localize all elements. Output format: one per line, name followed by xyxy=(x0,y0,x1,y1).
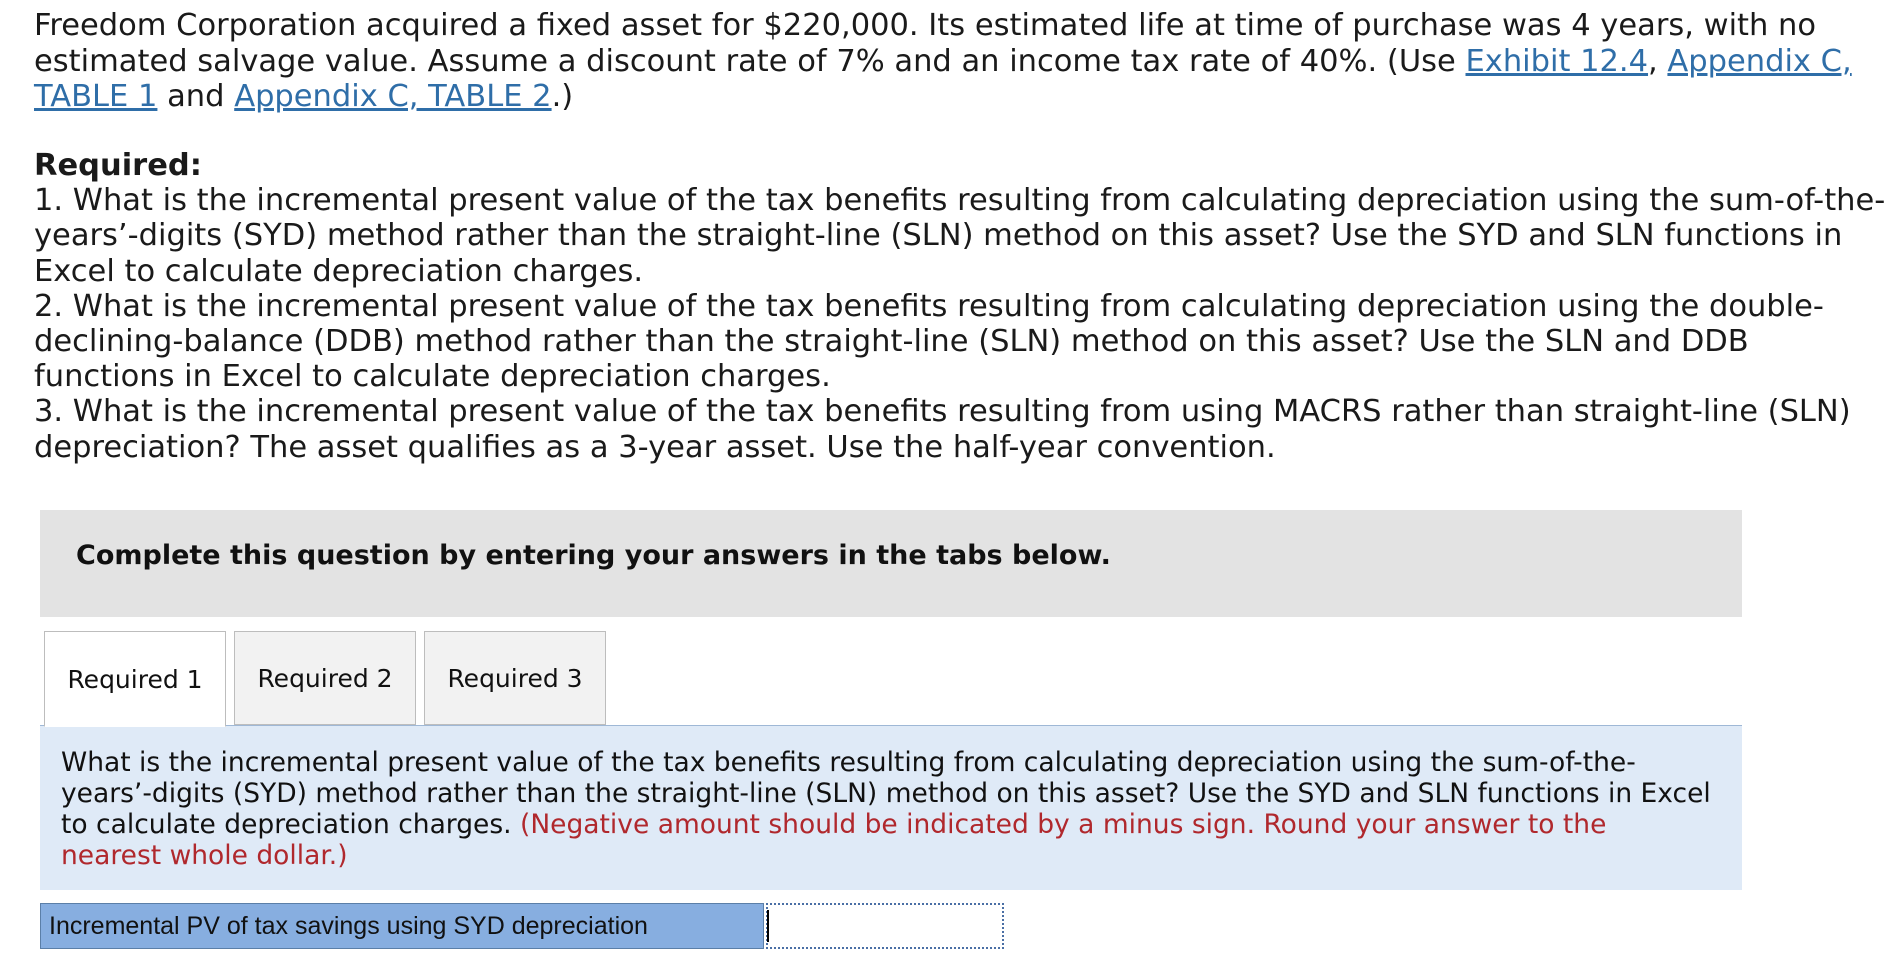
required-item-3: 3. What is the incremental present value of the tax benefits resulting from using MACRS rather than straight-line (SLN) depreciation? The asset qualifies as a 3-year asset. Use the half-year convention. xyxy=(34,394,1851,465)
instruction-banner xyxy=(40,510,1742,617)
intro-separator: and xyxy=(157,79,235,114)
question-body: What is the incremental present value of the tax benefits resulting from calculating depreciation using the sum-of-the-years’-digits (SYD) method rather than the straight-line (SLN) method on this asset? Use the SYD and SLN functions in Excel to calculate depreciation charges. xyxy=(61,747,1711,840)
required-section xyxy=(34,148,1894,465)
problem-intro xyxy=(34,8,1894,115)
question-panel xyxy=(40,726,1742,890)
required-item-1: 1. What is the incremental present value of the tax benefits resulting from calculating depreciation using the sum-of-the-years’-digits (SYD) method rather than the straight-line (SLN) method on this asset? Use the SYD and SLN functions in Excel to calculate depreciation charges. xyxy=(34,183,1886,289)
answer-row xyxy=(40,903,1005,949)
tab-required-3[interactable]: Required 3 xyxy=(424,631,606,725)
incremental-pv-input[interactable] xyxy=(766,903,1004,949)
answer-label: Incremental PV of tax savings using SYD depreciation xyxy=(40,903,764,949)
tab-required-2[interactable]: Required 2 xyxy=(234,631,416,725)
question-text xyxy=(61,747,1711,871)
question-note: (Negative amount should be indicated by a minus sign. Round your answer to the nearest whole dollar.) xyxy=(61,809,1607,871)
intro-text: Freedom Corporation acquired a fixed asset for $220,000. Its estimated life at time of purchase was 4 years, with no estimated salvage value. Assume a discount rate of 7% and an income tax rate of 40%. (Use xyxy=(34,8,1817,79)
intro-separator: , xyxy=(1648,43,1668,79)
required-item-2: 2. What is the incremental present value of the tax benefits resulting from calculating depreciation using the double-declining-balance (DDB) method rather than the straight-line (SLN) method on this asset? Use the SLN and DDB functions in Excel to calculate depreciation charges. xyxy=(34,288,1824,395)
link-appendix-c-table-2[interactable]: Appendix C, TABLE 2 xyxy=(234,79,552,114)
tab-required-1[interactable]: Required 1 xyxy=(44,631,226,727)
link-appendix-c-table-1[interactable]: Appendix C, TABLE 1 xyxy=(34,43,1852,114)
instruction-text: Complete this question by entering your answers in the tabs below. xyxy=(76,540,1111,571)
link-exhibit-12-4[interactable]: Exhibit 12.4 xyxy=(1465,43,1649,79)
intro-text-end: .) xyxy=(551,79,574,114)
text-cursor xyxy=(767,910,769,942)
required-heading: Required: xyxy=(34,148,202,183)
